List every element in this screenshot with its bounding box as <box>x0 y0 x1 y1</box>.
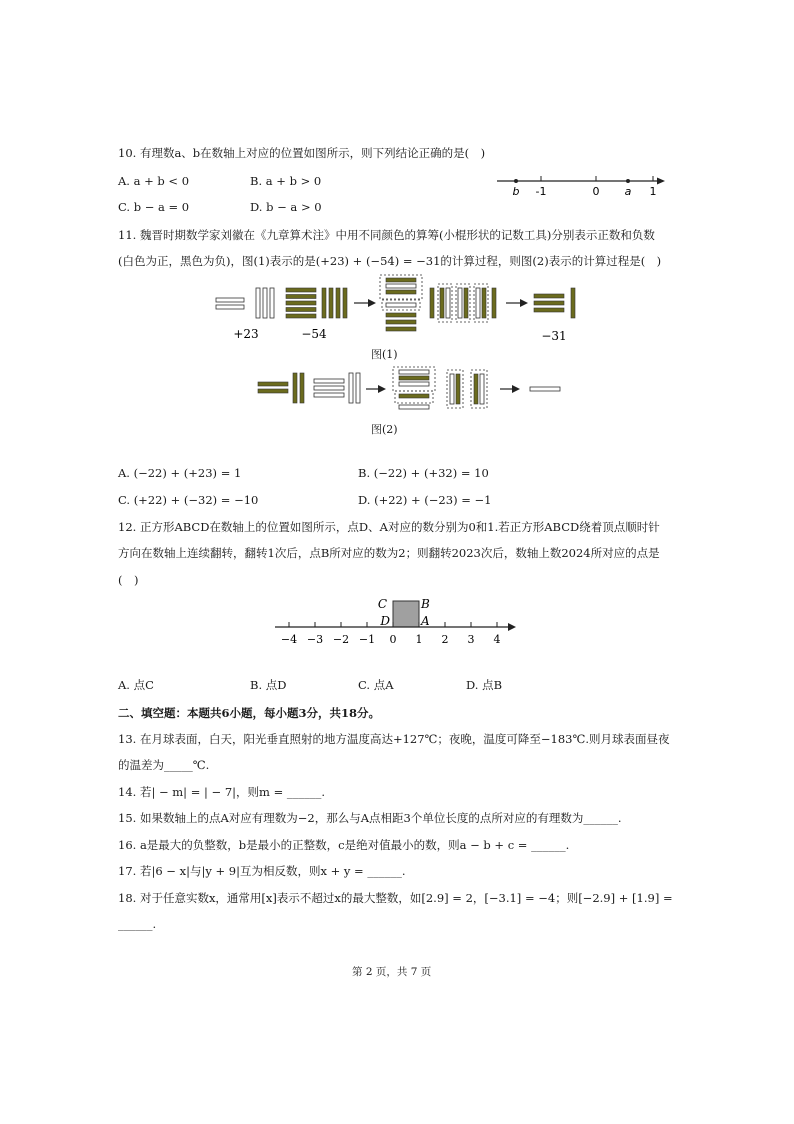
q10-stem: 10. 有理数a、b在数轴上对应的位置如图所示，则下列结论正确的是( ) <box>118 146 486 160</box>
q10-option-d: D. b − a > 0 <box>250 200 322 214</box>
tick-label: −1 <box>358 633 376 646</box>
q10-option-c: C. b − a = 0 <box>118 200 190 214</box>
q10-option-b: B. a + b > 0 <box>250 174 322 188</box>
vertex-d: D <box>380 614 390 628</box>
vertex-b: B <box>421 597 430 611</box>
label-one: 1 <box>649 185 657 198</box>
page-footer: 第 2 页，共 7 页 <box>352 966 432 978</box>
q11-option-b: B. (−22) + (+32) = 10 <box>358 466 489 480</box>
vertex-a: A <box>421 614 430 628</box>
label-b: b <box>512 185 520 198</box>
vertex-c: C <box>377 597 387 611</box>
q12-number-line <box>270 590 520 650</box>
label-plus-23: +23 <box>233 327 259 341</box>
tick-label: −3 <box>306 633 324 646</box>
q11-figure-1 <box>210 270 580 355</box>
tick-marks <box>281 622 501 646</box>
point-b-dot <box>514 179 518 183</box>
tick-label: 1 <box>415 633 423 646</box>
q11-option-a: A. (−22) + (+23) = 1 <box>118 466 242 480</box>
q11-line2: (白色为正，黑色为负)，图(1)表示的是(+23) + (−54) = −31的计算过程，则图(2)表示的计算过程是( ) <box>118 254 662 268</box>
tick-label: −2 <box>332 633 350 646</box>
fig1-caption: 图(1) <box>371 348 398 361</box>
point-a-dot <box>626 179 630 183</box>
q10-number-line <box>495 170 670 200</box>
q11-figure-2 <box>250 365 570 417</box>
tick-label: 4 <box>493 633 501 646</box>
q13-line2: 的温差为_____℃. <box>118 758 210 772</box>
tick-label: 0 <box>389 633 397 646</box>
q16-text: 16. a是最大的负整数，b是最小的正整数，c是绝对值最小的数，则a − b + c = ______. <box>118 838 570 852</box>
q12-option-c: C. 点A <box>358 678 394 692</box>
q17-text: 17. 若|6 − x|与|y + 9|互为相反数，则x + y = ______. <box>118 864 406 878</box>
square-abcd <box>393 601 419 627</box>
q18-line2: ______. <box>118 917 157 931</box>
tick-label: 3 <box>467 633 475 646</box>
label-zero: 0 <box>592 185 600 198</box>
fig2-caption: 图(2) <box>371 423 398 436</box>
q12-line3: ( ) <box>118 573 139 587</box>
q11-option-c: C. (+22) + (−32) = −10 <box>118 493 259 507</box>
q12-option-d: D. 点B <box>466 678 503 692</box>
tick-label: 2 <box>441 633 449 646</box>
tick-label: −4 <box>280 633 298 646</box>
q11-option-d: D. (+22) + (−23) = −1 <box>358 493 492 507</box>
q10-option-a: A. a + b < 0 <box>118 174 190 188</box>
q12-option-a: A. 点C <box>118 678 154 692</box>
section-heading: 二、填空题：本题共6小题，每小题3分，共18分。 <box>118 706 381 720</box>
label-minus-31: −31 <box>541 329 567 343</box>
label-a: a <box>624 185 632 198</box>
q12-line2: 方向在数轴上连续翻转，翻转1次后，点B所对应的数为2；则翻转2023次后，数轴上数2024所对应的点是 <box>118 546 660 560</box>
q15-text: 15. 如果数轴上的点A对应有理数为−2，那么与A点相距3个单位长度的点所对应的有理数为______. <box>118 811 622 825</box>
q18-line1: 18. 对于任意实数x，通常用[x]表示不超过x的最大整数，如[2.9] = 2，[−3.1] = −4；则[−2.9] + [1.9] = <box>118 891 673 905</box>
q11-line1: 11. 魏晋时期数学家刘徽在《九章算术注》中用不同颜色的算筹(小棍形状的记数工具)分别表示正数和负数 <box>118 228 655 242</box>
label-minus-54: −54 <box>301 327 327 341</box>
q13-line1: 13. 在月球表面，白天，阳光垂直照射的地方温度高达+127℃；夜晚，温度可降至−183℃.则月球表面昼夜 <box>118 732 670 746</box>
label-minus-one: -1 <box>535 185 547 198</box>
q12-option-b: B. 点D <box>250 678 287 692</box>
q14-text: 14. 若| − m| = | − 7|，则m = ______. <box>118 785 326 799</box>
q12-line1: 12. 正方形ABCD在数轴上的位置如图所示，点D、A对应的数分别为0和1.若正方形ABCD绕着顶点顺时针 <box>118 520 660 534</box>
